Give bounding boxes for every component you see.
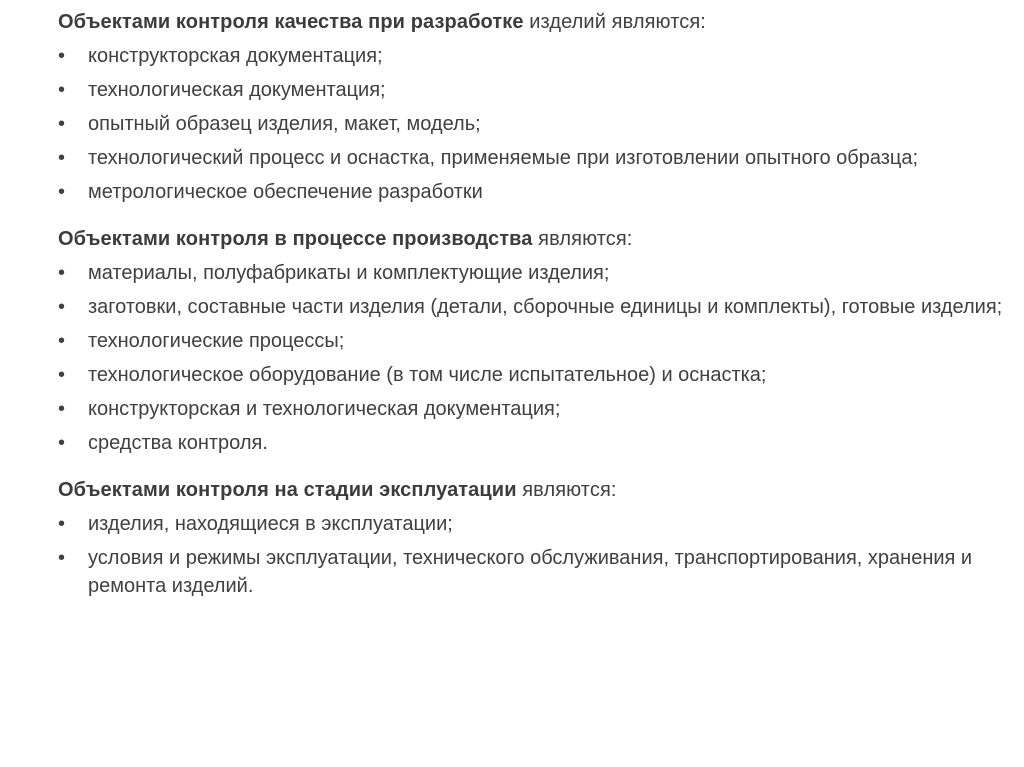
list-item-text: конструкторская документация; bbox=[88, 45, 383, 67]
section-operation bbox=[58, 476, 1008, 600]
list-item bbox=[58, 76, 1008, 104]
list-item bbox=[58, 327, 1008, 355]
list-item-text: технологическое оборудование (в том числе испытательное) и оснастка; bbox=[88, 364, 767, 386]
list-item bbox=[58, 110, 1008, 138]
list-item-text: изделия, находящиеся в эксплуатации; bbox=[88, 513, 453, 535]
list-item bbox=[58, 544, 1008, 600]
list-item-text: метрологическое обеспечение разработки bbox=[88, 181, 483, 203]
list-item bbox=[58, 178, 1008, 206]
list-item-text: технологическая документация; bbox=[88, 79, 386, 101]
list-item bbox=[58, 361, 1008, 389]
list-item bbox=[58, 293, 1008, 321]
heading-bold: Объектами контроля в процессе производства bbox=[58, 228, 533, 250]
list-item-text: технологические процессы; bbox=[88, 330, 345, 352]
bullet-icon: • bbox=[58, 181, 66, 203]
bullet-list bbox=[58, 510, 1008, 600]
section-production bbox=[58, 225, 1008, 457]
list-item bbox=[58, 429, 1008, 457]
heading-bold: Объектами контроля качества при разработке bbox=[58, 11, 524, 33]
bullet-icon: • bbox=[58, 432, 66, 454]
list-item bbox=[58, 510, 1008, 538]
bullet-icon: • bbox=[58, 45, 66, 67]
list-item-text: конструкторская и технологическая документация; bbox=[88, 398, 561, 420]
list-item bbox=[58, 42, 1008, 70]
section-heading bbox=[58, 476, 1008, 504]
section-spacer bbox=[58, 463, 1008, 476]
heading-rest: изделий являются: bbox=[523, 11, 706, 33]
bullet-list bbox=[58, 42, 1008, 206]
section-development bbox=[58, 8, 1008, 206]
heading-bold: Объектами контроля на стадии эксплуатации bbox=[58, 479, 517, 501]
list-item bbox=[58, 144, 1008, 172]
bullet-icon: • bbox=[58, 113, 66, 135]
heading-rest: являются: bbox=[516, 479, 617, 501]
bullet-icon: • bbox=[58, 147, 66, 169]
bullet-icon: • bbox=[58, 547, 66, 569]
list-item-text: опытный образец изделия, макет, модель; bbox=[88, 113, 481, 135]
section-heading bbox=[58, 225, 1008, 253]
list-item bbox=[58, 395, 1008, 423]
list-item-text: заготовки, составные части изделия (детали, сборочные единицы и комплекты), готовые изделия; bbox=[88, 296, 1003, 318]
slide-content bbox=[58, 8, 1008, 606]
list-item-text: средства контроля. bbox=[88, 432, 268, 454]
bullet-list bbox=[58, 259, 1008, 457]
section-heading bbox=[58, 8, 1008, 36]
list-item-text: материалы, полуфабрикаты и комплектующие изделия; bbox=[88, 262, 610, 284]
heading-rest: являются: bbox=[532, 228, 633, 250]
bullet-icon: • bbox=[58, 398, 66, 420]
bullet-icon: • bbox=[58, 296, 66, 318]
list-item bbox=[58, 259, 1008, 287]
bullet-icon: • bbox=[58, 330, 66, 352]
bullet-icon: • bbox=[58, 79, 66, 101]
list-item-text: условия и режимы эксплуатации, технического обслуживания, транспортирования, хранения и ремонта изделий. bbox=[88, 547, 973, 597]
bullet-icon: • bbox=[58, 262, 66, 284]
bullet-icon: • bbox=[58, 513, 66, 535]
section-spacer bbox=[58, 212, 1008, 225]
bullet-icon: • bbox=[58, 364, 66, 386]
list-item-text: технологический процесс и оснастка, применяемые при изготовлении опытного образца; bbox=[88, 147, 919, 169]
